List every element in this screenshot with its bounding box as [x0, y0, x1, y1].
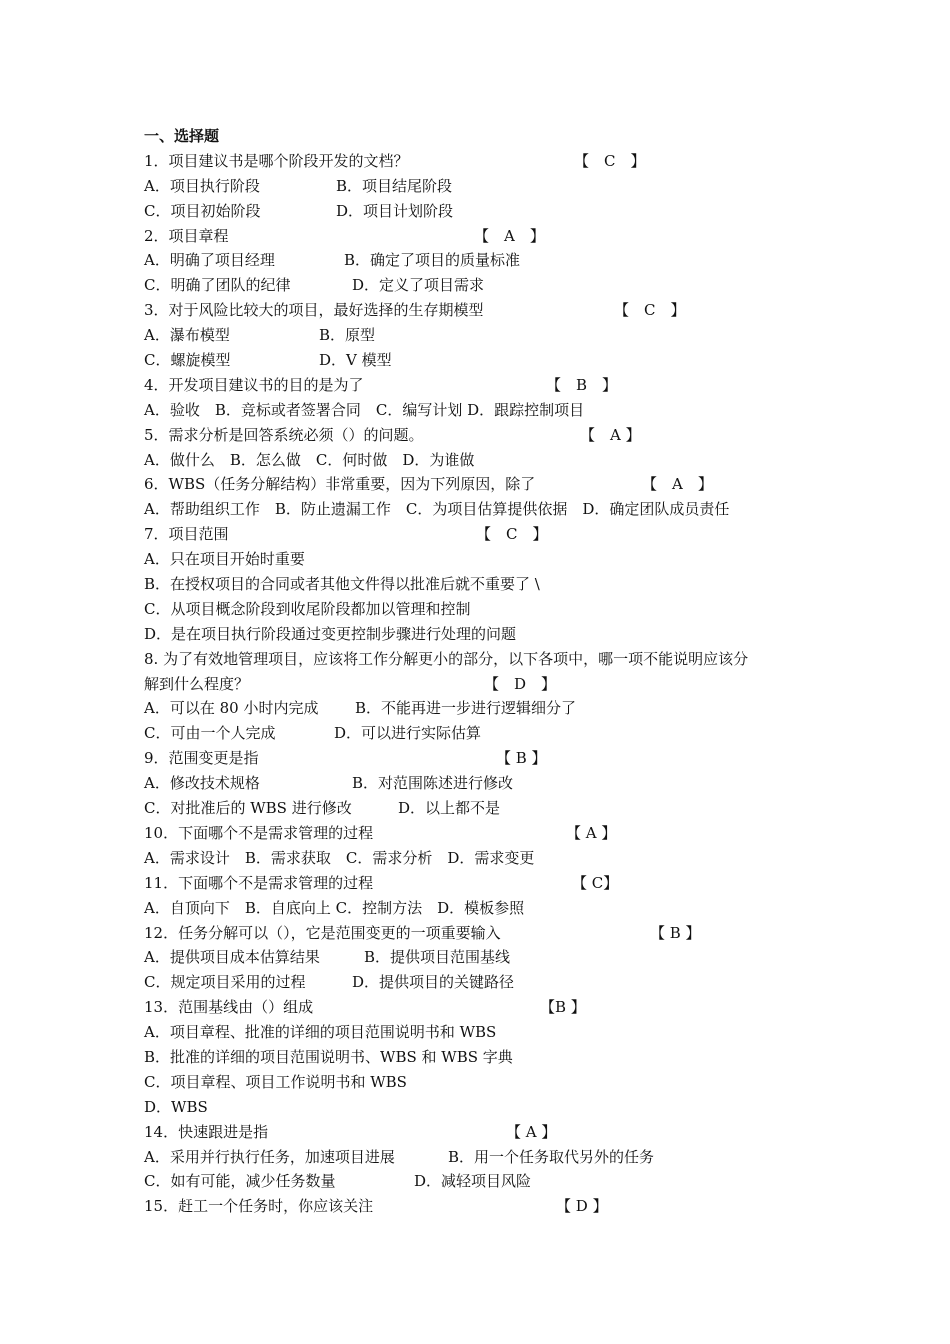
- line-text: C．规定项目采用的过程: [144, 973, 306, 992]
- line-text: C．明确了团队的纪律: [144, 276, 291, 295]
- line-text: C．可由一个人完成: [144, 724, 276, 743]
- line-text: B．在授权项目的合同或者其他文件得以批准后就不重要了 \: [144, 575, 540, 594]
- document-page: [144, 124, 824, 1219]
- text-line: [144, 472, 824, 497]
- line-text: A．自顶向下 B．自底向上 C．控制方法 D．模板参照: [144, 898, 525, 917]
- line-text: C．如有可能，减少任务数量: [144, 1172, 336, 1191]
- line-text: D．是在项目执行阶段通过变更控制步骤进行处理的问题: [144, 624, 517, 643]
- line-text: A．只在项目开始时重要: [144, 550, 305, 569]
- line-text: 4．开发项目建议书的目的是为了: [144, 375, 364, 394]
- text-line: [144, 174, 824, 199]
- text-line: [144, 224, 824, 249]
- answer-bracket: 【 D 】: [556, 1197, 608, 1216]
- option-text: D．以上都不是: [398, 799, 501, 818]
- line-text: A．验收 B．竞标或者签署合同 C．编写计划 D．跟踪控制项目: [144, 400, 585, 419]
- text-line: [144, 696, 824, 721]
- answer-bracket: 【 B 】: [496, 749, 547, 768]
- text-line: [144, 672, 824, 697]
- text-line: [144, 1145, 824, 1170]
- line-text: 解到什么程度？: [144, 674, 250, 693]
- line-text: 7．项目范围: [144, 525, 229, 544]
- text-line: [144, 149, 824, 174]
- line-text: A．需求设计 B．需求获取 C．需求分析 D．需求变更: [144, 848, 535, 867]
- text-line: [144, 522, 824, 547]
- line-text: 2．项目章程: [144, 226, 229, 245]
- line-text: B．批准的详细的项目范围说明书、WBS 和 WBS 字典: [144, 1047, 513, 1066]
- line-text: A．瀑布模型: [144, 326, 230, 345]
- line-text: 10．下面哪个不是需求管理的过程: [144, 823, 374, 842]
- option-text: D．减轻项目风险: [414, 1172, 532, 1191]
- text-line: [144, 721, 824, 746]
- line-text: 6．WBS（任务分解结构）非常重要，因为下列原因，除了: [144, 475, 536, 494]
- option-text: D．定义了项目需求: [352, 276, 485, 295]
- text-line: [144, 771, 824, 796]
- line-text: C．对批准后的 WBS 进行修改: [144, 799, 352, 818]
- text-line: [144, 921, 824, 946]
- line-text: 9．范围变更是指: [144, 749, 259, 768]
- line-text: A．修改技术规格: [144, 774, 260, 793]
- line-text: 5．需求分析是回答系统必须（）的问题。: [144, 425, 424, 444]
- option-text: D．项目计划阶段: [336, 201, 454, 220]
- line-text: A．项目章程、批准的详细的项目范围说明书和 WBS: [144, 1023, 497, 1042]
- line-text: A．提供项目成本估算结果: [144, 948, 320, 967]
- answer-bracket: 【 A 】: [580, 425, 641, 444]
- option-text: B．项目结尾阶段: [336, 176, 453, 195]
- text-line: [144, 647, 824, 672]
- line-text: 8. 为了有效地管理项目，应该将工作分解更小的部分，以下各项中，哪一项不能说明应该分: [144, 649, 749, 668]
- answer-bracket: 【 A 】: [506, 1122, 557, 1141]
- text-line: [144, 572, 824, 597]
- text-line: [144, 995, 824, 1020]
- text-line: [144, 248, 824, 273]
- option-text: D．提供项目的关键路径: [352, 973, 515, 992]
- text-line: [144, 398, 824, 423]
- text-line: [144, 821, 824, 846]
- line-text: A．项目执行阶段: [144, 176, 260, 195]
- answer-bracket: 【 B 】: [546, 375, 618, 394]
- option-text: B．用一个任务取代另外的任务: [448, 1147, 655, 1166]
- line-text: C．从项目概念阶段到收尾阶段都加以管理和控制: [144, 599, 471, 618]
- option-text: D．可以进行实际估算: [334, 724, 482, 743]
- text-line: [144, 945, 824, 970]
- section-title: 一、选择题: [144, 127, 220, 145]
- option-text: B．确定了项目的质量标准: [344, 251, 521, 270]
- line-text: 14．快速跟进是指: [144, 1122, 269, 1141]
- line-text: 1．项目建议书是哪个阶段开发的文档？: [144, 151, 409, 170]
- text-line: [144, 348, 824, 373]
- text-line: [144, 199, 824, 224]
- text-line: [144, 273, 824, 298]
- answer-bracket: 【 C 】: [476, 525, 548, 544]
- answer-bracket: 【 C】: [572, 873, 619, 892]
- text-line: [144, 1120, 824, 1145]
- line-text: 15．赶工一个任务时，你应该关注: [144, 1197, 374, 1216]
- question-list: [144, 149, 824, 1219]
- text-line: [144, 323, 824, 348]
- text-line: [144, 622, 824, 647]
- line-text: C．螺旋模型: [144, 351, 231, 370]
- option-text: B．对范围陈述进行修改: [352, 774, 514, 793]
- line-text: C．项目章程、项目工作说明书和 WBS: [144, 1072, 407, 1091]
- line-text: A．明确了项目经理: [144, 251, 275, 270]
- text-line: [144, 448, 824, 473]
- answer-bracket: 【B 】: [540, 998, 586, 1017]
- text-line: [144, 970, 824, 995]
- line-text: 12．任务分解可以（），它是范围变更的一项重要输入: [144, 923, 501, 942]
- text-line: [144, 896, 824, 921]
- answer-bracket: 【 C 】: [574, 151, 646, 170]
- text-line: [144, 871, 824, 896]
- line-text: 11．下面哪个不是需求管理的过程: [144, 873, 374, 892]
- text-line: [144, 423, 824, 448]
- text-line: [144, 746, 824, 771]
- line-text: A．采用并行执行任务，加速项目进展: [144, 1147, 395, 1166]
- option-text: B．提供项目范围基线: [364, 948, 511, 967]
- text-line: [144, 1070, 824, 1095]
- text-line: [144, 373, 824, 398]
- text-line: [144, 796, 824, 821]
- answer-bracket: 【 A 】: [566, 823, 617, 842]
- text-line: [144, 1020, 824, 1045]
- text-line: [144, 497, 824, 522]
- answer-bracket: 【 C 】: [614, 301, 686, 320]
- text-line: [144, 1194, 824, 1219]
- answer-bracket: 【 A 】: [474, 226, 545, 245]
- text-line: [144, 1169, 824, 1194]
- line-text: A．帮助组织工作 B．防止遗漏工作 C．为项目估算提供依据 D．确定团队成员责任: [144, 500, 730, 519]
- line-text: 3．对于风险比较大的项目，最好选择的生存期模型: [144, 301, 484, 320]
- text-line: [144, 1095, 824, 1120]
- line-text: A．可以在 80 小时内完成: [144, 699, 319, 718]
- text-line: [144, 1045, 824, 1070]
- text-line: [144, 597, 824, 622]
- text-line: [144, 846, 824, 871]
- option-text: D．V 模型: [319, 351, 392, 370]
- answer-bracket: 【 B 】: [650, 923, 701, 942]
- option-text: B．原型: [319, 326, 376, 345]
- line-text: C．项目初始阶段: [144, 201, 261, 220]
- text-line: [144, 547, 824, 572]
- line-text: D．WBS: [144, 1097, 208, 1116]
- option-text: B．不能再进一步进行逻辑细分了: [355, 699, 577, 718]
- answer-bracket: 【 D 】: [484, 674, 557, 693]
- line-text: 13．范围基线由（）组成: [144, 998, 314, 1017]
- line-text: A．做什么 B．怎么做 C．何时做 D．为谁做: [144, 450, 475, 469]
- answer-bracket: 【 A 】: [642, 475, 713, 494]
- text-line: [144, 298, 824, 323]
